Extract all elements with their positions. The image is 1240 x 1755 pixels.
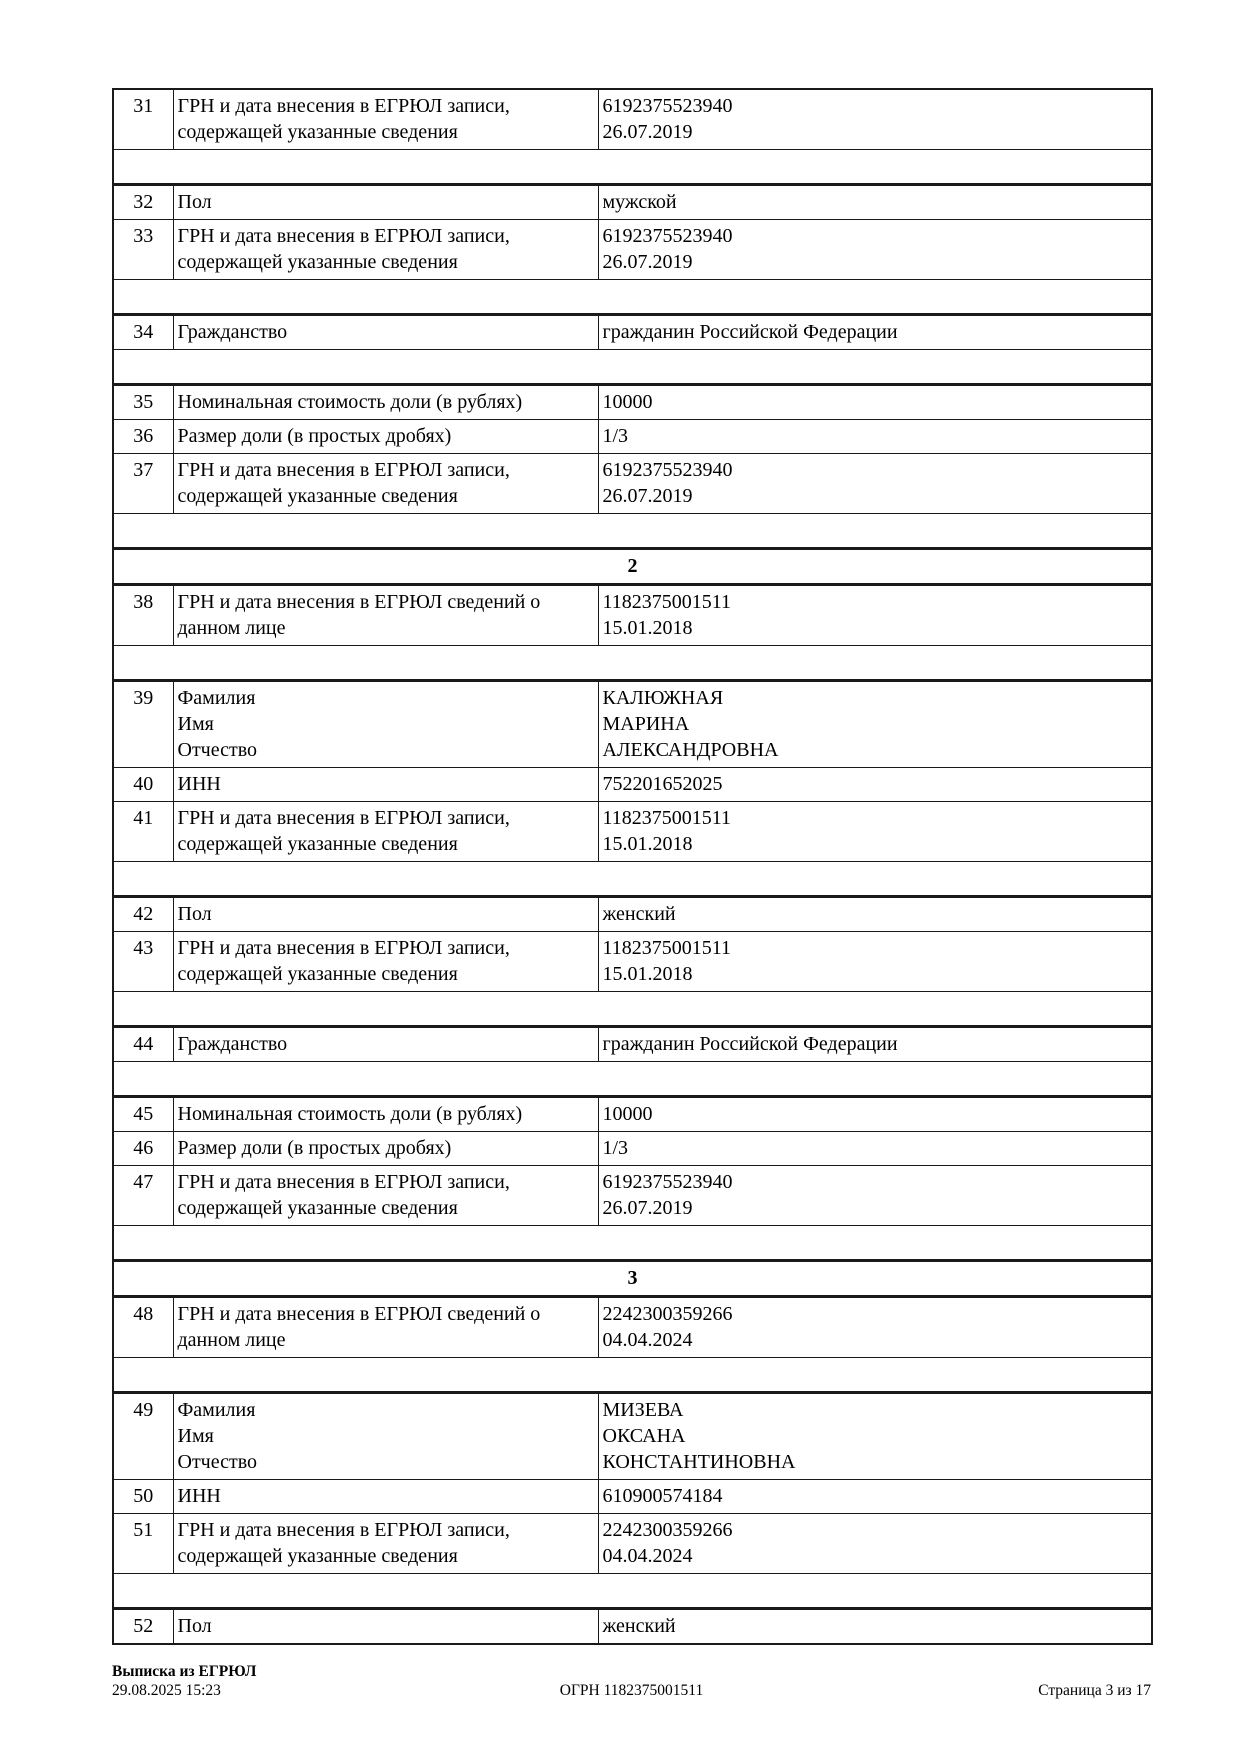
row-number: 47 — [113, 1166, 173, 1226]
label-line: Фамилия — [177, 687, 256, 709]
spacer-row — [113, 514, 1152, 549]
spacer-cell — [113, 350, 1152, 385]
spacer-row — [113, 1574, 1152, 1609]
table-row — [113, 385, 1152, 420]
spacer-cell — [113, 1574, 1152, 1609]
row-label — [173, 220, 598, 280]
row-number: 41 — [113, 802, 173, 862]
spacer-cell — [113, 1062, 1152, 1097]
value-line: ОКСАНА — [602, 1425, 686, 1447]
label-line: содержащей указанные сведения — [177, 963, 458, 985]
label-line: ГРН и дата внесения в ЕГРЮЛ записи, — [177, 1171, 510, 1193]
row-value — [598, 1297, 1152, 1358]
egrul-table-body — [113, 89, 1152, 1644]
section-header-row — [113, 1261, 1152, 1297]
section-header-row — [113, 549, 1152, 585]
table-row — [113, 1132, 1152, 1166]
row-number: 40 — [113, 768, 173, 802]
table-row — [113, 585, 1152, 646]
row-value — [598, 768, 1152, 802]
value-line: 15.01.2018 — [602, 963, 693, 985]
row-value — [598, 385, 1152, 420]
value-line: 1182375001511 — [602, 591, 732, 613]
row-label — [173, 185, 598, 220]
value-line: 26.07.2019 — [602, 121, 693, 143]
value-line: 26.07.2019 — [602, 1197, 693, 1219]
value-line: 6192375523940 — [602, 1171, 733, 1193]
label-line: ГРН и дата внесения в ЕГРЮЛ записи, — [177, 95, 510, 117]
row-number: 34 — [113, 315, 173, 350]
row-label — [173, 802, 598, 862]
spacer-cell — [113, 992, 1152, 1027]
value-line: 1182375001511 — [602, 807, 732, 829]
section-number: 2 — [113, 549, 1152, 585]
footer-doc-title: Выписка из ЕГРЮЛ — [112, 1663, 257, 1680]
label-line: ИНН — [177, 1485, 221, 1507]
label-line: ГРН и дата внесения в ЕГРЮЛ записи, — [177, 459, 510, 481]
value-line: МИЗЕВА — [602, 1399, 684, 1421]
row-value — [598, 1514, 1152, 1574]
spacer-row — [113, 150, 1152, 185]
row-label — [173, 1514, 598, 1574]
row-value — [598, 1393, 1152, 1480]
label-line: содержащей указанные сведения — [177, 833, 458, 855]
spacer-row — [113, 1062, 1152, 1097]
row-number: 48 — [113, 1297, 173, 1358]
row-number: 36 — [113, 420, 173, 454]
row-number: 37 — [113, 454, 173, 514]
value-line: 04.04.2024 — [602, 1329, 693, 1351]
label-line: Отчество — [177, 739, 258, 761]
row-label — [173, 1027, 598, 1062]
row-label — [173, 385, 598, 420]
footer-page-number: Страница 3 из 17 — [1038, 1682, 1151, 1699]
row-value — [598, 681, 1152, 768]
value-line: 2242300359266 — [602, 1519, 733, 1541]
row-label — [173, 1609, 598, 1645]
spacer-cell — [113, 514, 1152, 549]
row-label — [173, 1132, 598, 1166]
value-line: 10000 — [602, 391, 653, 413]
table-row — [113, 1027, 1152, 1062]
label-line: Имя — [177, 713, 214, 735]
value-line: 752201652025 — [602, 773, 723, 795]
row-number: 51 — [113, 1514, 173, 1574]
spacer-cell — [113, 1226, 1152, 1261]
label-line: Пол — [177, 903, 212, 925]
label-line: содержащей указанные сведения — [177, 121, 458, 143]
row-number: 39 — [113, 681, 173, 768]
footer-ogrn: ОГРН 1182375001511 — [559, 1682, 704, 1699]
table-row — [113, 1166, 1152, 1226]
value-line: 26.07.2019 — [602, 485, 693, 507]
value-line: МАРИНА — [602, 713, 690, 735]
value-line: КОНСТАНТИНОВНА — [602, 1451, 796, 1473]
row-number: 45 — [113, 1097, 173, 1132]
label-line: содержащей указанные сведения — [177, 1545, 458, 1567]
value-line: гражданин Российской Федерации — [602, 1033, 898, 1055]
label-line: ИНН — [177, 773, 221, 795]
row-label — [173, 897, 598, 932]
value-line: 04.04.2024 — [602, 1545, 693, 1567]
label-line: данном лице — [177, 1329, 286, 1351]
spacer-cell — [113, 1358, 1152, 1393]
row-label — [173, 1393, 598, 1480]
row-value — [598, 1480, 1152, 1514]
row-label — [173, 1097, 598, 1132]
row-value — [598, 220, 1152, 280]
row-value — [598, 315, 1152, 350]
table-row — [113, 89, 1152, 150]
row-value — [598, 1166, 1152, 1226]
row-value — [598, 420, 1152, 454]
spacer-cell — [113, 862, 1152, 897]
row-value — [598, 932, 1152, 992]
row-number: 43 — [113, 932, 173, 992]
label-line: ГРН и дата внесения в ЕГРЮЛ записи, — [177, 1519, 510, 1541]
row-value — [598, 1609, 1152, 1645]
value-line: 610900574184 — [602, 1485, 723, 1507]
label-line: содержащей указанные сведения — [177, 485, 458, 507]
row-value — [598, 185, 1152, 220]
spacer-cell — [113, 150, 1152, 185]
label-line: Отчество — [177, 1451, 258, 1473]
value-line: 1/3 — [602, 1137, 629, 1159]
label-line: Фамилия — [177, 1399, 256, 1421]
value-line: 1182375001511 — [602, 937, 732, 959]
label-line: Имя — [177, 1425, 214, 1447]
table-row — [113, 1480, 1152, 1514]
row-number: 35 — [113, 385, 173, 420]
table-row — [113, 802, 1152, 862]
row-number: 42 — [113, 897, 173, 932]
row-label — [173, 89, 598, 150]
value-line: гражданин Российской Федерации — [602, 321, 898, 343]
label-line: содержащей указанные сведения — [177, 1197, 458, 1219]
value-line: АЛЕКСАНДРОВНА — [602, 739, 779, 761]
label-line: ГРН и дата внесения в ЕГРЮЛ записи, — [177, 807, 510, 829]
value-line: 6192375523940 — [602, 225, 733, 247]
spacer-cell — [113, 280, 1152, 315]
value-line: 2242300359266 — [602, 1303, 733, 1325]
value-line: КАЛЮЖНАЯ — [602, 687, 724, 709]
spacer-row — [113, 992, 1152, 1027]
row-label — [173, 681, 598, 768]
table-row — [113, 1097, 1152, 1132]
row-label — [173, 454, 598, 514]
row-label — [173, 1166, 598, 1226]
value-line: 6192375523940 — [602, 459, 733, 481]
label-line: Гражданство — [177, 321, 288, 343]
table-row — [113, 420, 1152, 454]
value-line: мужской — [602, 191, 677, 213]
label-line: Номинальная стоимость доли (в рублях) — [177, 1103, 523, 1125]
table-row — [113, 315, 1152, 350]
label-line: данном лице — [177, 617, 286, 639]
row-label — [173, 768, 598, 802]
value-line: женский — [602, 903, 676, 925]
label-line: ГРН и дата внесения в ЕГРЮЛ сведений о — [177, 591, 541, 613]
value-line: 15.01.2018 — [602, 617, 693, 639]
table-row — [113, 1514, 1152, 1574]
label-line: Гражданство — [177, 1033, 288, 1055]
label-line: Размер доли (в простых дробях) — [177, 1137, 452, 1159]
row-value — [598, 1097, 1152, 1132]
table-row — [113, 220, 1152, 280]
row-label — [173, 585, 598, 646]
label-line: ГРН и дата внесения в ЕГРЮЛ сведений о — [177, 1303, 541, 1325]
value-line: 1/3 — [602, 425, 629, 447]
footer-datetime: 29.08.2025 15:23 — [112, 1682, 221, 1699]
label-line: Размер доли (в простых дробях) — [177, 425, 452, 447]
value-line: женский — [602, 1615, 676, 1637]
label-line: Пол — [177, 1615, 212, 1637]
row-label — [173, 315, 598, 350]
spacer-row — [113, 862, 1152, 897]
section-number: 3 — [113, 1261, 1152, 1297]
table-row — [113, 185, 1152, 220]
spacer-row — [113, 1358, 1152, 1393]
row-label — [173, 932, 598, 992]
spacer-cell — [113, 646, 1152, 681]
row-number: 50 — [113, 1480, 173, 1514]
row-number: 46 — [113, 1132, 173, 1166]
value-line: 15.01.2018 — [602, 833, 693, 855]
table-row — [113, 1393, 1152, 1480]
value-line: 10000 — [602, 1103, 653, 1125]
spacer-row — [113, 350, 1152, 385]
row-number: 33 — [113, 220, 173, 280]
spacer-row — [113, 280, 1152, 315]
row-number: 38 — [113, 585, 173, 646]
row-number: 52 — [113, 1609, 173, 1645]
row-number: 31 — [113, 89, 173, 150]
table-row — [113, 681, 1152, 768]
table-row — [113, 454, 1152, 514]
table-row — [113, 1609, 1152, 1645]
value-line: 26.07.2019 — [602, 251, 693, 273]
row-number: 49 — [113, 1393, 173, 1480]
value-line: 6192375523940 — [602, 95, 733, 117]
row-label — [173, 420, 598, 454]
label-line: ГРН и дата внесения в ЕГРЮЛ записи, — [177, 225, 510, 247]
table-row — [113, 932, 1152, 992]
label-line: Номинальная стоимость доли (в рублях) — [177, 391, 523, 413]
row-number: 32 — [113, 185, 173, 220]
row-label — [173, 1297, 598, 1358]
row-value — [598, 585, 1152, 646]
row-value — [598, 89, 1152, 150]
row-value — [598, 1027, 1152, 1062]
row-value — [598, 802, 1152, 862]
label-line: ГРН и дата внесения в ЕГРЮЛ записи, — [177, 937, 510, 959]
label-line: Пол — [177, 191, 212, 213]
row-value — [598, 897, 1152, 932]
row-number: 44 — [113, 1027, 173, 1062]
row-label — [173, 1480, 598, 1514]
spacer-row — [113, 646, 1152, 681]
label-line: содержащей указанные сведения — [177, 251, 458, 273]
table-row — [113, 897, 1152, 932]
row-value — [598, 454, 1152, 514]
egrul-extract-table — [112, 88, 1153, 1645]
table-row — [113, 1297, 1152, 1358]
spacer-row — [113, 1226, 1152, 1261]
row-value — [598, 1132, 1152, 1166]
table-row — [113, 768, 1152, 802]
